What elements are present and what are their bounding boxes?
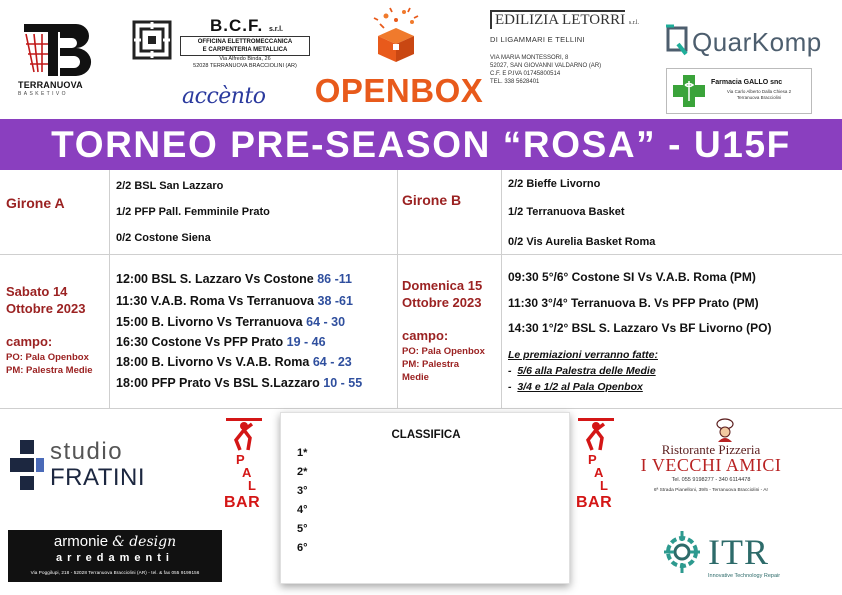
armonie-name: armonie <box>53 533 109 550</box>
premiazioni-item <box>508 365 656 377</box>
edilizia-letorri-logo <box>490 10 640 90</box>
grid-divider <box>501 170 502 409</box>
day1-venues <box>6 351 93 377</box>
terranuova-basket-icon <box>22 22 96 78</box>
girone-a-team: 0/2 Costone Siena <box>116 232 211 244</box>
match-score: 10 - 55 <box>323 376 363 390</box>
edilizia-suffix: s.r.l. <box>628 20 640 26</box>
fratini-emblem-icon <box>10 440 44 490</box>
classifica-position: 5° <box>297 523 308 535</box>
pal-letter-a: A <box>242 465 252 480</box>
bcf-logo <box>130 14 315 70</box>
bcf-name-text: B.C.F. <box>210 16 264 35</box>
pal-bar-word: BAR <box>576 494 613 511</box>
match-score: 38 -61 <box>317 294 353 308</box>
classifica-position: 3° <box>297 485 308 497</box>
itr-subtitle: Innovative Technology Repair <box>708 573 781 579</box>
bcf-line2: E CARPENTERIA METALLICA <box>202 47 288 53</box>
edilizia-title-text: EDILIZIA LETORRI <box>495 12 626 28</box>
day2-campo-label: campo: <box>402 328 449 343</box>
day1-venue-pm: PM: Palestra Medie <box>6 365 93 376</box>
pal-bar-logo-left <box>222 416 266 516</box>
bcf-addr1: Via Alfredo Binda, 26 <box>219 56 271 62</box>
armonie-subtitle: arredamenti <box>56 552 174 564</box>
premiazioni-text: 3/4 e 1/2 al Pala Openbox <box>517 381 643 393</box>
match-score: 19 - 46 <box>286 335 326 349</box>
fratini-name: FRATINI <box>50 464 146 491</box>
pal-letter-l: L <box>248 478 256 493</box>
bcf-emblem-icon <box>130 18 174 62</box>
edilizia-addr1: VIA MARIA MONTESSORI, 8 <box>490 55 569 61</box>
classifica-position: 6° <box>297 542 308 554</box>
armonie-title <box>8 533 222 550</box>
classifica-title: CLASSIFICA <box>391 429 461 441</box>
girone-a-team: 2/2 BSL San Lazzaro <box>116 180 224 192</box>
tournament-title: TORNEO PRE-SEASON “ROSA” - U15F <box>0 119 842 170</box>
edilizia-address <box>490 54 625 86</box>
edilizia-addr2: 52027, SAN GIOVANNI VALDARNO (AR) <box>490 63 602 69</box>
girone-b-team: 2/2 Bieffe Livorno <box>508 178 601 190</box>
bcf-suffix: s.r.l. <box>268 26 283 33</box>
girone-b-team: 0/2 Vis Aurelia Basket Roma <box>508 236 656 248</box>
terranuova-subtitle: BASKETIVO <box>18 91 68 97</box>
vecchi-amici-address: 6ª Strada Pianelloni, 39/5 - Terranuova Bracciolini - Ar <box>653 488 769 493</box>
classifica-position: 1* <box>297 447 308 459</box>
day2-match: 14:30 1°/2° BSL S. Lazzaro Vs BF Livorno (PO) <box>508 321 772 335</box>
day2-venue-pm: PM: Palestra <box>402 359 460 370</box>
vecchi-amici-logo <box>626 418 796 500</box>
vecchi-amici-phone: Tel. 055 9198277 - 340 6114478 <box>671 477 751 483</box>
match-text: 11:30 V.A.B. Roma Vs Terranuova <box>116 294 315 308</box>
bcf-addr2: 52028 TERRANUOVA BRACCIOLINI (AR) <box>193 63 297 69</box>
bullet-dash: - <box>508 365 518 377</box>
classifica-position: 4° <box>297 504 308 516</box>
day1-campo-label: campo: <box>6 334 53 349</box>
girone-b-label: Girone B <box>402 192 462 208</box>
farmacia-address <box>711 89 807 101</box>
match-score: 64 - 23 <box>312 355 352 369</box>
premiazioni-item <box>508 381 643 393</box>
vecchi-amici-name: I VECCHI AMICI <box>640 455 782 475</box>
fratini-studio: studio <box>50 438 124 465</box>
edilizia-subtitle: DI LIGAMMARI E TELLINI <box>490 35 585 44</box>
day2-venue-pm-cont: Medie <box>402 372 429 383</box>
openbox-box-icon <box>366 4 426 64</box>
grid-divider <box>0 254 842 255</box>
day2-venues <box>402 345 485 384</box>
day2-date-line2: Ottobre 2023 <box>402 295 482 310</box>
day1-match <box>116 315 345 329</box>
day1-match <box>116 355 352 369</box>
armonie-address: Via Poggilupi, 218 - 52028 Terranuova Bracciolini (AR) - tel. & fax 055 9199156 <box>30 570 200 575</box>
edilizia-addr3: C.F. E P.IVA 01745800514 <box>490 71 561 77</box>
girone-a-team: 1/2 PFP Pall. Femminile Prato <box>116 206 270 218</box>
bcf-name <box>210 16 283 36</box>
girone-b-team: 1/2 Terranuova Basket <box>508 206 625 218</box>
edilizia-title <box>490 10 640 29</box>
pal-letter-a: A <box>594 465 604 480</box>
terranuova-name: TERRANUOVA <box>18 80 83 90</box>
day1-match <box>116 272 352 286</box>
day2-date-line1: Domenica 15 <box>402 278 483 293</box>
quarkomp-q-icon <box>664 24 690 58</box>
bcf-description <box>180 36 310 56</box>
quarkomp-logo <box>664 22 824 62</box>
day1-match <box>116 294 353 308</box>
farmacia-addr1: Via Carlo Alberto Dalla Chiesa 2 <box>726 89 792 94</box>
day2-date <box>402 277 482 311</box>
waiter-figure-icon <box>578 416 614 452</box>
pal-bar-word: BAR <box>224 494 261 511</box>
match-score: 86 -11 <box>317 272 352 286</box>
pharmacy-cross-icon <box>671 73 707 109</box>
day2-match: 09:30 5°/6° Costone SI Vs V.A.B. Roma (PM) <box>508 270 756 284</box>
bcf-line1: OFFICINA ELETTROMECCANICA <box>197 39 293 45</box>
pal-letter-p: P <box>236 452 245 467</box>
girone-a-label: Girone A <box>6 195 65 211</box>
itr-logo <box>660 525 800 585</box>
edilizia-addr4: TEL. 338 5628401 <box>490 79 540 85</box>
armonie-design-logo <box>8 530 222 582</box>
quarkomp-name: QuarKomp <box>692 27 822 57</box>
bullet-dash: - <box>508 381 518 393</box>
vecchi-amici-type: Ristorante Pizzeria <box>661 442 761 457</box>
match-score: 64 - 30 <box>306 315 346 329</box>
day2-venue-po: PO: Pala Openbox <box>402 346 485 357</box>
match-text: 15:00 B. Livorno Vs Terranuova <box>116 315 303 329</box>
farmacia-name: Farmacia GALLO snc <box>711 79 783 86</box>
itr-gear-icon <box>660 525 704 579</box>
day1-venue-po: PO: Pala Openbox <box>6 352 89 363</box>
day1-match <box>116 376 362 390</box>
chef-icon <box>710 418 740 442</box>
premiazioni-text: 5/6 alla Palestra delle Medie <box>517 365 656 377</box>
itr-name: ITR <box>708 532 769 572</box>
pal-bar-logo-right <box>574 416 618 516</box>
classifica-panel <box>280 412 570 584</box>
day1-match <box>116 335 326 349</box>
accento-logo: accènto <box>182 84 266 109</box>
pal-letter-p: P <box>588 452 597 467</box>
waiter-figure-icon <box>226 416 262 452</box>
classifica-position: 2* <box>297 466 308 478</box>
match-text: 16:30 Costone Vs PFP Prato <box>116 335 284 349</box>
premiazioni-title: Le premiazioni verranno fatte: <box>508 349 658 361</box>
armonie-design: & design <box>112 534 177 550</box>
farmacia-gallo-logo <box>666 68 812 114</box>
schedule-grid <box>0 170 842 409</box>
match-text: 12:00 BSL S. Lazzaro Vs Costone <box>116 272 314 286</box>
openbox-logo <box>314 4 484 108</box>
bcf-address <box>180 56 310 70</box>
terranuova-logo <box>18 22 98 100</box>
studio-fratini-logo <box>10 438 170 494</box>
openbox-name: OPENBOX <box>314 72 484 109</box>
day1-date-line2: Ottobre 2023 <box>6 301 86 316</box>
match-text: 18:00 B. Livorno Vs V.A.B. Roma <box>116 355 310 369</box>
day1-date-line1: Sabato 14 <box>6 284 68 299</box>
day1-date <box>6 283 85 317</box>
match-text: 18:00 PFP Prato Vs BSL S.Lazzaro <box>116 376 320 390</box>
day2-match: 11:30 3°/4° Terranuova B. Vs PFP Prato (PM) <box>508 296 759 310</box>
farmacia-addr2: Terranuova Bracciolini <box>736 95 782 100</box>
pal-letter-l: L <box>600 478 608 493</box>
grid-divider <box>397 170 398 409</box>
grid-divider <box>109 170 110 409</box>
